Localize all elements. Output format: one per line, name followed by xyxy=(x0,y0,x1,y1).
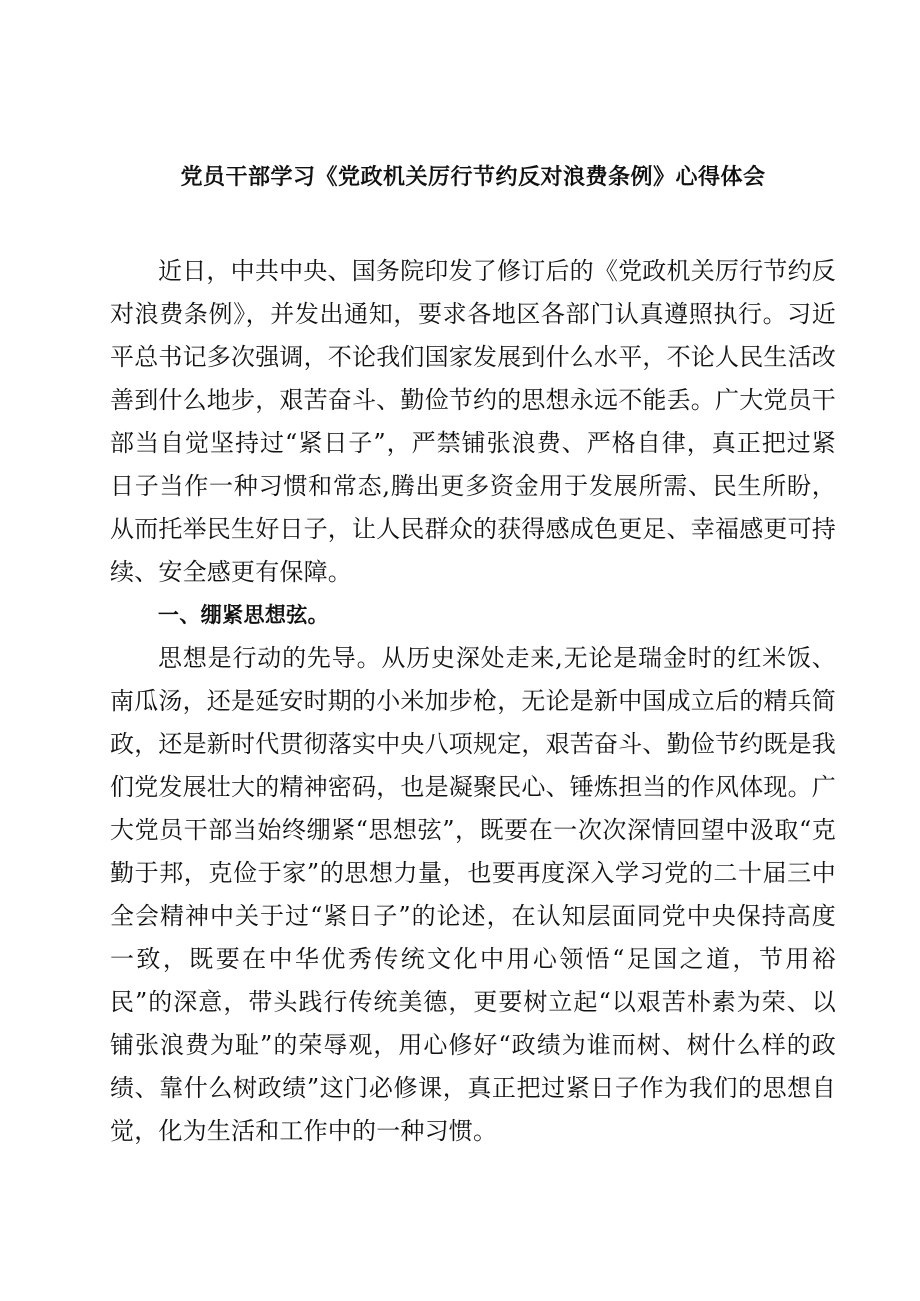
intro-paragraph: 近日，中共中央、国务院印发了修订后的《党政机关厉行节约反对浪费条例》，并发出通知，要求各地区各部门认真遵照执行。习近平总书记多次强调，不论我们国家发展到什么水平，不论人民生活改善到什么地步，艰苦奋斗、勤俭节约的思想永远不能丢。广大党员干部当自觉坚持过“紧日子”，严禁铺张浪费、严格自律，真正把过紧日子当作一种习惯和常态,腾出更多资金用于发展所需、民生所盼，从而托举民生好日子，让人民群众的获得感成色更足、幸福感更可持续、安全感更有保障。 xyxy=(110,257,836,586)
section-heading-1: 一、绷紧思想弦。 xyxy=(157,603,330,627)
document-title: 党员干部学习《党政机关厉行节约反对浪费条例》心得体会 xyxy=(180,165,766,190)
section-body-1: 思想是行动的先导。从历史深处走来,无论是瑞金时的红米饭、南瓜汤，还是延安时期的小米加步枪，无论是新中国成立后的精兵简政，还是新时代贯彻落实中央八项规定，艰苦奋斗、勤俭节约既是我们党发展壮大的精神密码，也是凝聚民心、锤炼担当的作风体现。广大党员干部当始终绷紧“思想弦”，既要在一次次深情回望中汲取“克勤于邦，克俭于家”的思想力量，也要再度深入学习党的二十届三中全会精神中关于过“紧日子”的论述，在认知层面同党中央保持高度一致，既要在中华优秀传统文化中用心领悟“足国之道，节用裕民”的深意，带头践行传统美德，更要树立起“以艰苦朴素为荣、以铺张浪费为耻”的荣辱观，用心修好“政绩为谁而树、树什么样的政绩、靠什么树政绩”这门必修课，真正把过紧日子作为我们的思想自觉，化为生活和工作中的一种习惯。 xyxy=(110,644,836,1145)
